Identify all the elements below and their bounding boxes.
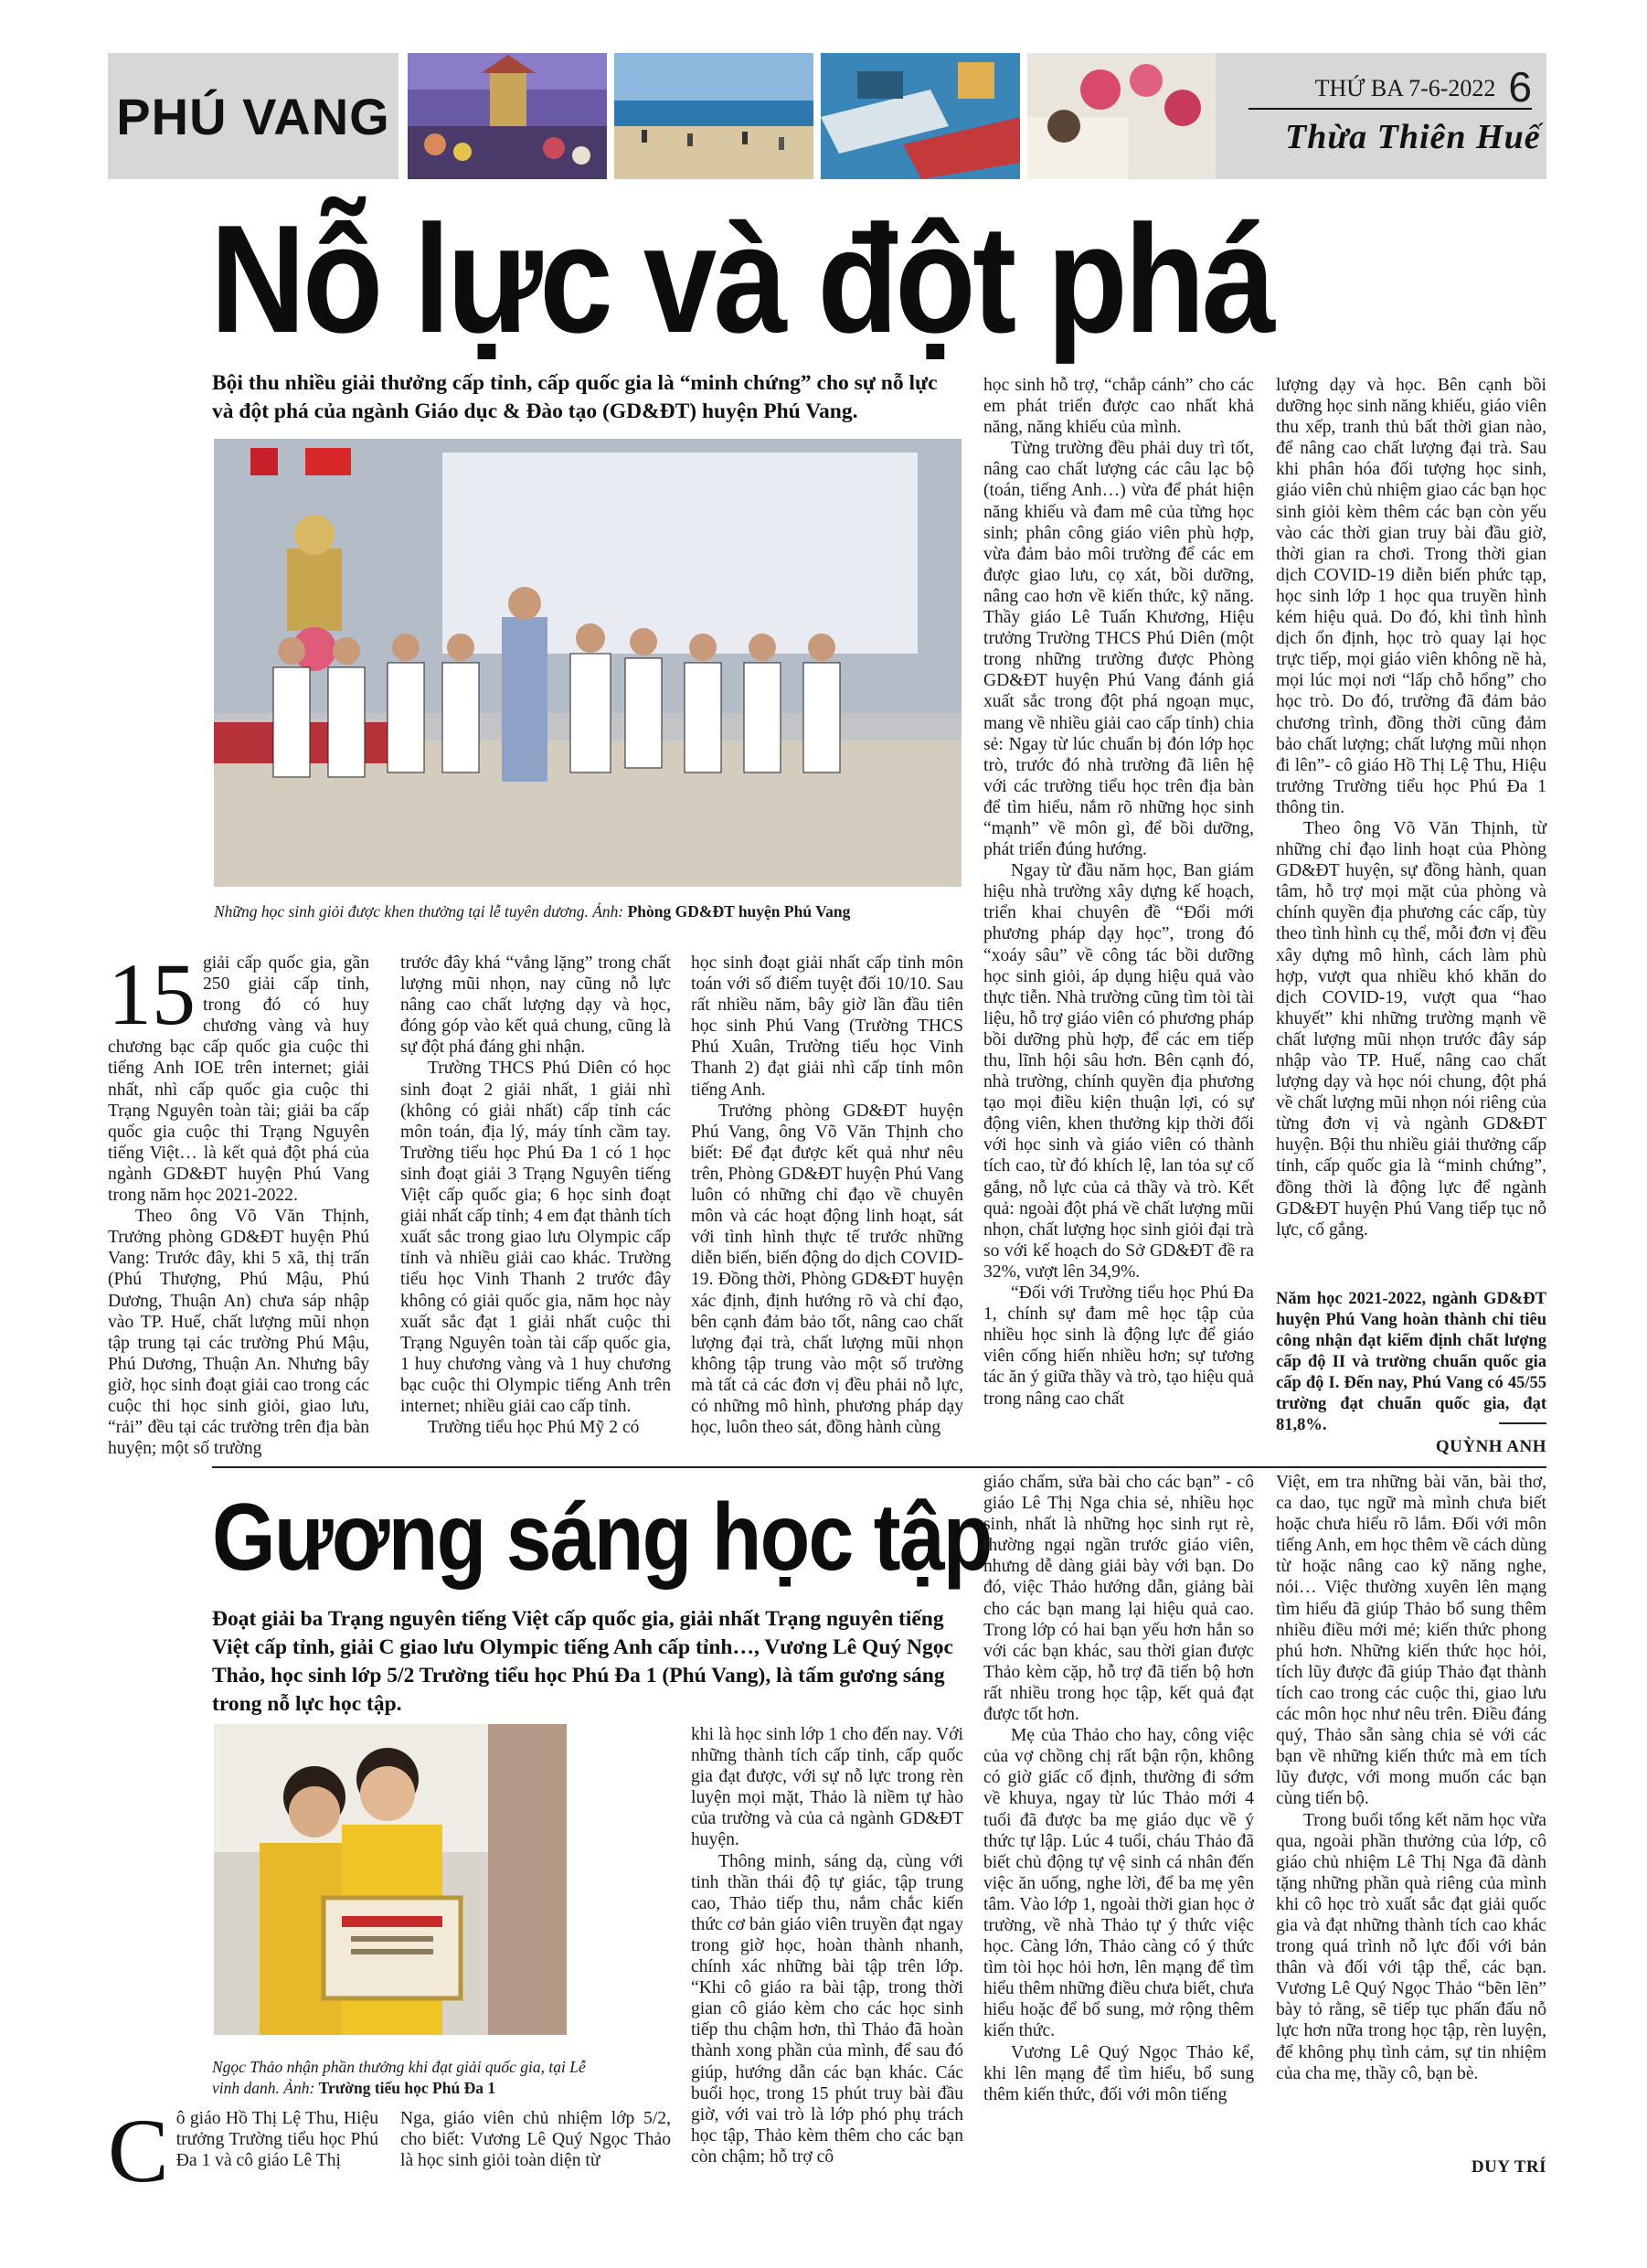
article2-col3-p2: Thông minh, sáng dạ, cùng với tinh thần thái độ tự giác, tập trung cao, Thảo tiếp thu, nắm chắc kiến thức cơ bản giáo viên truyền đạt ngay trong giờ học, hoàn thành nhanh, chính xác những bài tập trên lớp. “Khi cô giáo ra bài tập, trong thời gian cô giáo kèm cho các học sinh tiếp thu chậm hơn, thì Thảo đã hoàn thành xong phần của mình, để sau đó giúp, hướng dẫn các bạn khác. Các buổi học, trong 15 phút truy bài đầu giờ, với vai trò là lớp phó phụ trách học tập, Thảo kèm thêm cho các bạn còn chậm; hỗ trợ cô — [691, 1851, 963, 2167]
article1-column-1 — [108, 945, 369, 1459]
article2-column-3 — [691, 1724, 963, 2167]
article2-caption-credit: Trường tiểu học Phú Đa 1 — [318, 2079, 496, 2097]
article2-column-5 — [1276, 1472, 1546, 2084]
page-number: 6 — [1508, 63, 1532, 111]
date-line — [1249, 63, 1532, 111]
article2-photo-caption — [212, 2057, 587, 2099]
header-photo-boats — [821, 53, 1020, 179]
article1-col5-p1: lượng dạy và học. Bên cạnh bồi dưỡng học sinh năng khiếu, giáo viên thu xếp, tranh thủ bất thời gian nào, để nâng cao chất lượng đại trà. Sau khi phân hóa đối tượng học sinh, giáo viên chủ nhiệm giao các bạn học sinh giỏi kèm thêm các bạn còn yếu vào các thời gian truy bài đầu giờ, thời gian ra chơi. Trong thời gian dịch COVID-19 diễn biến phức tạp, học sinh lớp 1 học qua truyền hình kém hiệu quả. Do đó, khi tình hình dịch ổn định, học trò quay lại học trực tiếp, mọi giáo viên không nề hà, mọi lúc mọi nơi “lấp chỗ hổng” cho học trò. Do đó, trường đã đảm bảo chương trình, đồng thời cũng đảm bảo chất lượng; chất lượng mũi nhọn đi lên”- cô giáo Hồ Thị Lệ Thu, Hiệu trưởng Trường tiểu học Phú Đa 1 thông tin. — [1276, 376, 1546, 817]
article-separator — [212, 1466, 1546, 1468]
newspaper-name: Thừa Thiên Huế — [1285, 118, 1541, 156]
article2-caption-text: Ngọc Thảo nhận phần thưởng khi đạt giải quốc gia, tại Lễ vinh danh. Ảnh: — [212, 2058, 586, 2097]
article1-column-2 — [400, 953, 671, 1438]
article1-col1-p2: Theo ông Võ Văn Thịnh, Trưởng phòng GD&ĐT huyện Phú Vang: Trước đây, khi 5 xã, thị trấn (Phú Thượng, Phú Mậu, Phú Dương, Thuận An) chưa sáp nhập vào TP. Huế, chất lượng mũi nhọn tập trung tại các trường Phú Mậu, Phú Dương, Thuận An. Nhưng bây giờ, học sinh đoạt giải cao trong các cuộc thi học sinh giỏi, giao lưu, “rải” đều tại các trường trên địa bàn huyện; một số trường — [108, 1207, 369, 1459]
article1-fact-box-rule — [1499, 1422, 1546, 1424]
article2-col1-p1: ô giáo Hồ Thị Lệ Thu, Hiệu trưởng Trường tiểu học Phú Đa 1 và cô giáo Lê Thị — [175, 2109, 378, 2171]
article1-author: QUỲNH ANH — [1435, 1437, 1546, 1456]
article2-col5-p1: Việt, em tra những bài văn, bài thơ, ca dao, tục ngữ mà mình chưa biết hoặc chưa hiểu rõ lắm. Đối với môn tiếng Anh, em học thêm về cách dùng từ hoặc nâng cao kỹ năng nghe, nói… Việc thường xuyên lên mạng tìm hiểu đã giúp Thảo bổ sung thêm nhiều điều mới mẻ; kiến thức phong phú hơn. Những kiến thức học hỏi, tích lũy được đã giúp Thảo đạt thành tích cao trong các cuộc thi, giao lưu các môn học như nêu trên. Điều đáng quý, Thảo sẵn sàng chia sẻ với các bạn về những kiến thức mà em tích lũy được, với mong muốn các bạn cùng tiến bộ. — [1276, 1473, 1547, 1809]
article1-title: Nỗ lực và đột phá — [210, 193, 1272, 365]
article1-column-5 — [1276, 375, 1546, 1240]
article1-lead: Bội thu nhiều giải thưởng cấp tỉnh, cấp quốc gia là “minh chứng” cho sự nỗ lực và đột phá của ngành Giáo dục & Đào tạo (GD&ĐT) huyện Phú Vang. — [212, 371, 938, 423]
article2-col5-p2: Trong buổi tổng kết năm học vừa qua, ngoài phần thưởng của lớp, cô giáo chủ nhiệm Lê Thị Nga đã dành tặng những phần quà riêng của mình khi cô học trò xuất sắc đạt giải quốc gia và đạt những thành tích cao khác trong quá trình nỗ lực đối với bản thân và đối với tập thể, các bạn. Vương Lê Quý Ngọc Thảo “bẽn lẽn” bày tỏ rằng, sẽ tiếp tục phấn đấu nỗ lực hơn nữa trong học tập, rèn luyện, để không phụ tình cảm, sự tin nhiệm của cha mẹ, thầy cô, bạn bè. — [1276, 1810, 1546, 2083]
article1-dropcap: 15 — [108, 945, 196, 1043]
article1-col2-p2: Trường THCS Phú Diên có học sinh đoạt 2 giải nhất, 1 giải nhì (không có giải nhất) cấp tỉnh các môn toán, địa lý, máy tính cầm tay. Trường tiểu học Phú Đa 1 có 1 học sinh đoạt giải 3 Trạng Nguyên tiếng Việt cấp quốc gia; 6 học sinh đoạt giải nhất cấp tỉnh; 4 em đạt thành tích xuất sắc trong giao lưu Olympic cấp tỉnh và nhiều giải cao khác. Trường tiểu học Vinh Thanh 2 trước đây không có giải quốc gia, năm học này xuất sắc đạt 1 giải nhất cuộc thi Trạng Nguyên toàn tài cấp quốc gia, 1 huy chương vàng và 1 huy chương bạc cuộc thi Olympic tiếng Anh trên internet; nhiều giải cao cấp tỉnh. — [400, 1059, 672, 1416]
header-photo-beach — [614, 53, 813, 179]
article1-col4-p1: học sinh hỗ trợ, “chắp cánh” cho các em phát triển được cao nhất khả năng, năng khiếu của mình. — [983, 376, 1254, 438]
article1-column-3 — [691, 953, 963, 1438]
article1-col4-p4: “Đối với Trường tiểu học Phú Đa 1, chính sự đam mê học tập của nhiều học sinh là động lực để giáo viên cống hiến nhiều hơn; sự tương tác ăn ý giữa thầy và trò, tạo hiệu quả trong nâng cao chất — [983, 1283, 1254, 1409]
section-label-box — [108, 53, 398, 179]
article1-col4-p3: Ngay từ đầu năm học, Ban giám hiệu nhà trường xây dựng kế hoạch, triển khai chuyên đề “Đổi mới phương pháp dạy học”, trong đó “xoáy sâu” về công tác bồi dưỡng học sinh giỏi, áp dụng hiệu quả vào thực tiễn. Nhà trường cũng tìm tòi tài liệu, hỗ trợ giáo viên có phương pháp bồi dưỡng phù hợp, để các em tiếp thu, lĩnh hội sâu hơn. Bên cạnh đó, nhà trường, chính quyền địa phương tạo mọi điều kiện thuận lợi, có sự động viên, khen thưởng kịp thời đối với học sinh và giáo viên có thành tích cao, từ đó khích lệ, lan tỏa sự cố gắng, nỗ lực của cả thầy và trò. Kết quả: ngoài đột phá về chất lượng mũi nhọn, chất lượng học sinh giỏi đại trà so với kế hoạch do Sở GD&ĐT đề ra 32%, vượt lên 34,9%. — [983, 861, 1254, 1282]
article1-col4-p2: Từng trường đều phải duy trì tốt, nâng cao chất lượng các câu lạc bộ (toán, tiếng Anh…) vừa để phát hiện năng khiếu và đam mê của từng học sinh; phân công giáo viên phù hợp, vừa đảm bảo môi trường để các em được giao lưu, cọ xát, bồi dưỡng, nâng cao hơn về kiến thức, kỹ năng. Thầy giáo Lê Tuấn Khương, Hiệu trưởng Trường THCS Phú Diên (một trong những trường được Phòng GD&ĐT huyện Phú Vang đánh giá xuất sắc trong đột phá ngoạn mục, mang về nhiều giải cao cấp tỉnh) chia sẻ: Ngay từ lúc chuẩn bị đón lớp học trò, trước đó nhà trường đã liên hệ với các trường tiểu học trên địa bàn để tìm hiểu, nắm rõ những học sinh “mạnh” về môn gì, để bồi dưỡng, phát triển đúng hướng. — [983, 439, 1254, 860]
article1-col2-p3: Trường tiểu học Phú Mỹ 2 có — [428, 1418, 640, 1438]
article1-column-4 — [983, 375, 1254, 1410]
article2-col2-p1: Nga, giáo viên chủ nhiệm lớp 5/2, cho biết: Vương Lê Quý Ngọc Thảo là học sinh giỏi toàn diện từ — [400, 2109, 671, 2171]
article2-column-1 — [108, 2100, 378, 2201]
article1-col3-p1: học sinh đoạt giải nhất cấp tỉnh môn toán với số điểm tuyệt đối 10/10. Sau rất nhiều năm, bây giờ lần đầu tiên học sinh Phú Vang (Trường THCS Phú Xuân, Trường tiểu học Vinh Thanh 2) đạt giải nhì cấp tỉnh môn tiếng Anh. — [691, 953, 963, 1100]
article1-fact-box: Năm học 2021-2022, ngành GD&ĐT huyện Phú Vang hoàn thành chỉ tiêu công nhận đạt kiểm định chất lượng cấp độ II và trường chuẩn quốc gia cấp độ I. Đến nay, Phú Vang có 45/55 trường đạt chuẩn quốc gia, đạt 81,8%. — [1276, 1290, 1546, 1434]
article2-title: Gương sáng học tập — [212, 1485, 992, 1591]
article1-photo-caption — [214, 901, 963, 922]
article2-lead: Đoạt giải ba Trạng nguyên tiếng Việt cấp quốc gia, giải nhất Trạng nguyên tiếng Việt cấp tỉnh, giải C giao lưu Olympic tiếng Anh cấp tỉnh…, Vương Lê Quý Ngọc Thảo, học sinh lớp 5/2 Trường tiểu học Phú Đa 1 (Phú Vang), là tấm gương sáng trong nỗ lực học tập. — [212, 1607, 953, 1716]
article1-caption-credit: Phòng GD&ĐT huyện Phú Vang — [627, 902, 851, 921]
date-box — [1216, 53, 1546, 179]
article1-col5-p2: Theo ông Võ Văn Thịnh, từ những chỉ đạo linh hoạt của Phòng GD&ĐT huyện, sự đồng hành, quan tâm, hỗ trợ mọi mặt của phòng và chính quyền địa phương các cấp, tùy theo tình hình cụ thể, mỗi đơn vị đều xây dựng mô hình, cách làm phù hợp, vượt qua nhiều khó khăn do dịch COVID-19, vượt qua “hao khuyết” khi những trường mạnh về chất lượng mũi nhọn trước đây sáp nhập vào TP. Huế, nâng cao chất lượng dạy và học nói chung, đột phá về chất lượng mũi nhọn nói riêng của từng đơn vị và ngành GD&ĐT huyện. Bội thu nhiều giải thưởng cấp tỉnh, cấp quốc gia là “minh chứng”, đồng thời là động lực để ngành GD&ĐT huyện Phú Vang tiếp tục nỗ lực, cố gắng. — [1276, 818, 1546, 1240]
article1-photo — [214, 439, 962, 887]
article1-col2-p1: trước đây khá “vắng lặng” trong chất lượng mũi nhọn, nay cũng nỗ lực nâng cao chất lượng dạy và học, đóng góp vào kết quả chung, cũng là sự đột phá đáng ghi nhận. — [400, 953, 671, 1058]
article2-col3-p1: khi là học sinh lớp 1 cho đến nay. Với những thành tích cấp tỉnh, cấp quốc gia đạt được, với sự nỗ lực trong rèn luyện mọi mặt, Thảo là niềm tự hào của trường và của cả ngành GD&ĐT huyện. — [691, 1725, 963, 1850]
article2-column-2 — [400, 2108, 671, 2171]
article2-author: DUY TRÍ — [1471, 2157, 1546, 2177]
article1-col1-p1: giải cấp quốc gia, gần 250 giải cấp tỉnh, trong đó có huy chương vàng và huy chương bạc cấp quốc gia cuộc thi tiếng Anh IOE trên internet; giải nhất, nhì cấp quốc gia cuộc thi Trạng Nguyên toàn tài; giải ba cấp quốc gia cuộc thi Trạng Nguyên tiếng Việt… là kết quả đột phá của ngành GD&ĐT huyện Phú Vang trong năm học 2021-2022. — [108, 953, 369, 1206]
article1-caption-text: Những học sinh giỏi được khen thưởng tại lễ tuyên dương. Ảnh: — [214, 902, 624, 921]
article2-col4-p1: giáo chấm, sửa bài cho các bạn” - cô giáo Lê Thị Nga chia sẻ, nhiều học sinh, nhất là những học sinh rụt rè, thường ngại ngần trước giáo viên, nhưng dễ dàng giải bày với bạn. Do đó, việc Thảo hướng dẫn, giảng bài cho các bạn mang lại hiệu quả cao. Trong lớp có hai bạn yếu hơn hẳn so với các bạn khác, sau thời gian được Thảo kèm cặp, hỗ trợ đã tiến bộ hơn rất nhiều trong học tập, kết quả đạt được tốt hơn. — [983, 1473, 1254, 1725]
header-photo-lotus-craft — [1027, 53, 1227, 179]
article2-photo — [214, 1724, 567, 2035]
article2-dropcap: C — [108, 2100, 169, 2201]
header-photo-festival — [408, 53, 607, 179]
article1-col3-p2: Trưởng phòng GD&ĐT huyện Phú Vang, ông Võ Văn Thịnh cho biết: Để đạt được kết quả như nêu trên, Phòng GD&ĐT huyện Phú Vang luôn có những chỉ đạo về chuyên môn và các hoạt động linh hoạt, sát với tình hình thực tế trước những diễn biến, biến động do dịch COVID-19. Đồng thời, Phòng GD&ĐT huyện xác định, định hướng rõ và chỉ đạo, bên cạnh đảm bảo tốt, nâng cao chất lượng đại trà, chất lượng mũi nhọn không tập trung vào một số trường mà tất cả các đơn vị đều phải nỗ lực, có những mô hình, phương pháp dạy học, luôn theo sát, đồng hành cùng — [691, 1101, 963, 1438]
section-name: PHÚ VANG — [116, 87, 390, 145]
article2-col4-p2: Mẹ của Thảo cho hay, công việc của vợ chồng chị rất bận rộn, không có giờ giấc cố định, thường đi sớm về khuya, ngay từ lúc Thảo mới 4 tuổi đã được ba mẹ giáo dục về ý thức tự lập. Lúc 4 tuổi, cháu Thảo đã biết chủ động tự vệ sinh cá nhân đến việc ăn uống, nghe lời, để ba mẹ yên tâm. Vào lớp 1, ngoài thời gian học ở trường, về nhà Thảo tự ý thức việc học. Càng lớn, Thảo càng có ý thức tìm tòi học hỏi hơn, lên mạng để tìm hiểu thêm những điều chưa biết, chưa hiểu hoặc để bổ sung, mở rộng thêm kiến thức. — [983, 1726, 1254, 2041]
article2-col4-p3: Vương Lê Quý Ngọc Thảo kể, khi lên mạng để tìm hiểu, bổ sung thêm kiến thức, đối với môn tiếng — [983, 2042, 1254, 2104]
article2-column-4 — [983, 1472, 1254, 2105]
issue-date: THỨ BA 7-6-2022 — [1314, 75, 1496, 101]
